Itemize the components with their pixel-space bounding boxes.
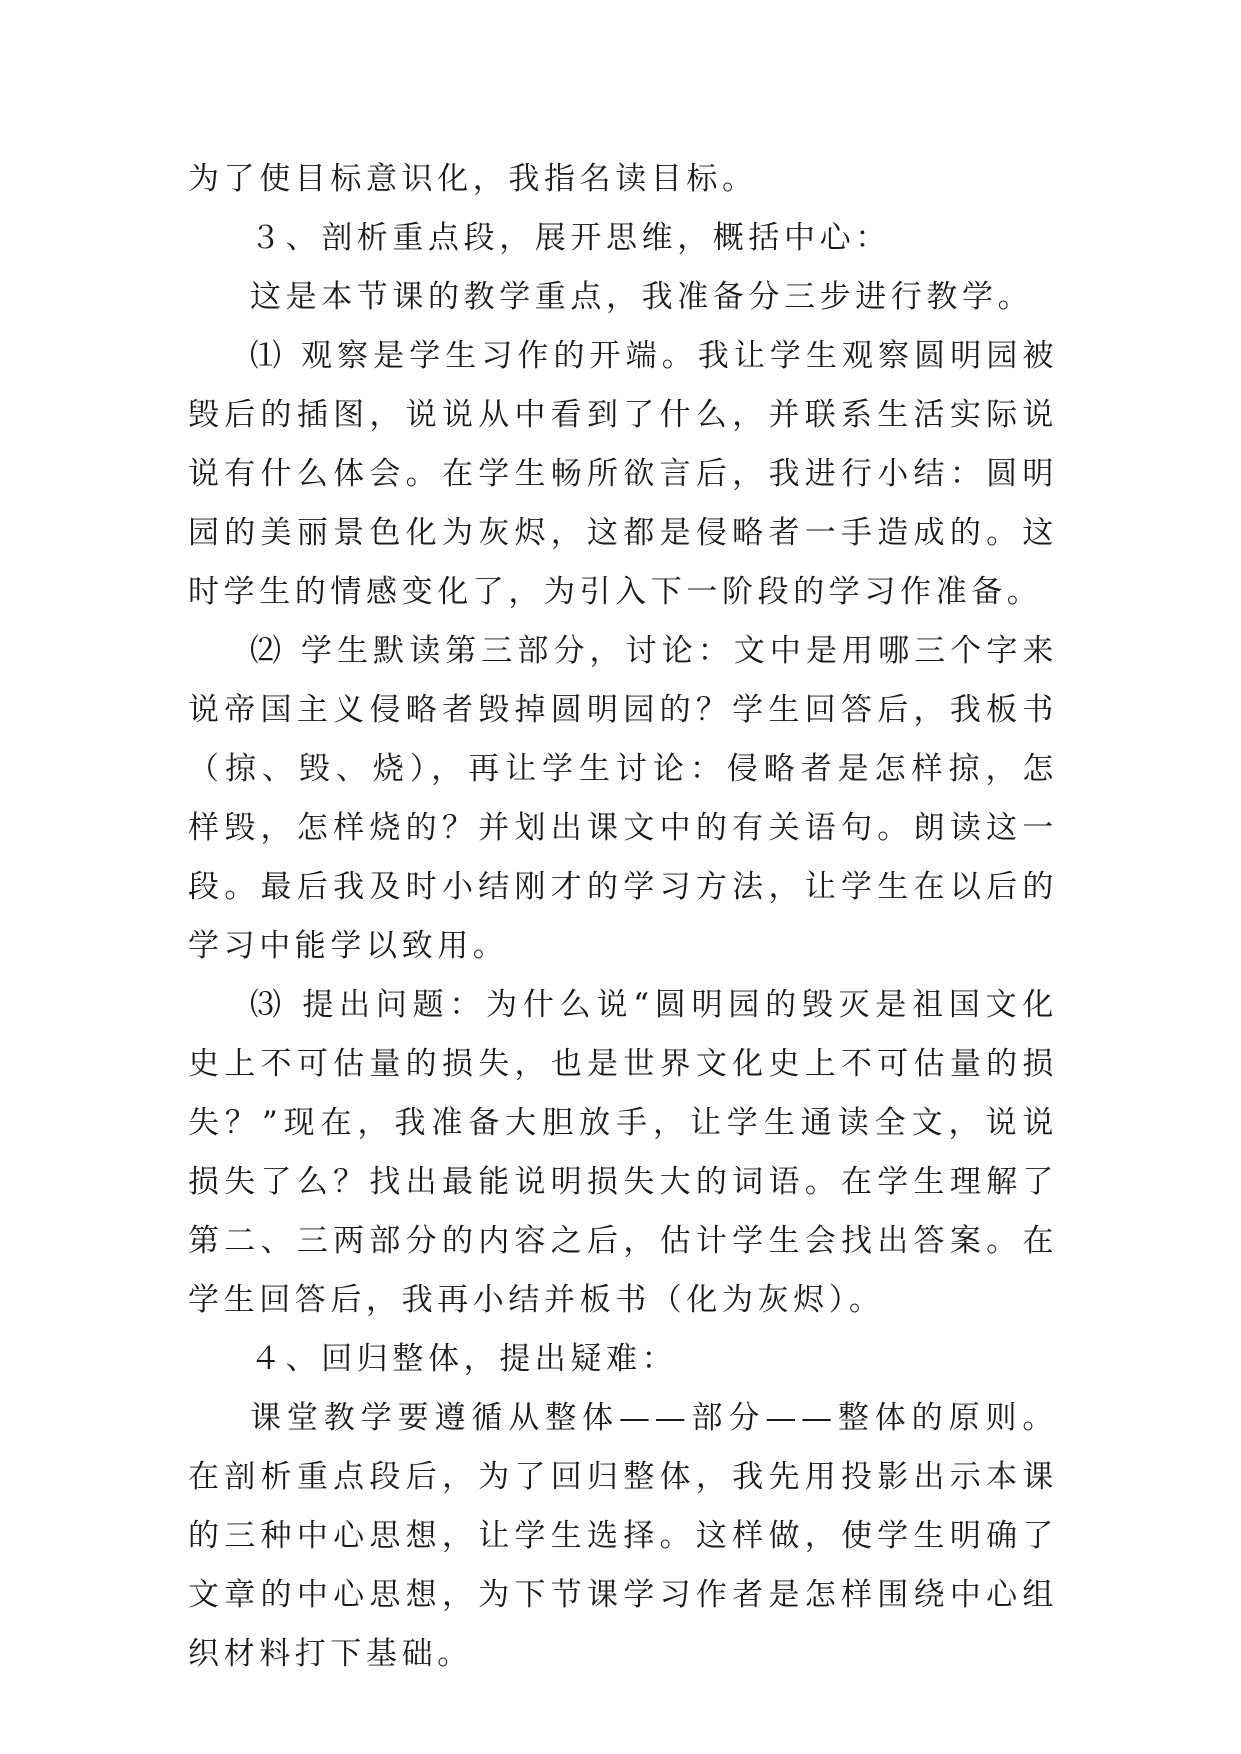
heading-step-3: ３、剖析重点段，展开思维，概括中心： [250,220,891,256]
paragraph-point-2: ⑵ 学生默读第三部分，讨论：文中是用哪三个字来说帝国主义侵略者毁掉圆明园的？学生回答后，我板书（掠、毁、烧），再让学生讨论：侵略者是怎样掠，怎样毁，怎样烧的？并划出课文中的有关语句。朗读这一段。最后我及时小结刚才的学习方法，让学生在以后的学习中能学以致用。 [188,633,1058,964]
paragraph-goal-reading: 为了使目标意识化，我指名读目标。 [188,161,758,197]
paragraph-point-3: ⑶ 提出问题：为什么说“圆明园的毁灭是祖国文化史上不可估量的损失，也是世界文化史上不可估量的损失？”现在，我准备大胆放手，让学生通读全文，说说损失了么？找出最能说明损失大的词语。在学生理解了第二、三两部分的内容之后，估计学生会找出答案。在学生回答后，我再小结并板书（化为灰烬）。 [188,987,1058,1318]
document-page [188,150,1058,1684]
paragraph-point-1: ⑴ 观察是学生习作的开端。我让学生观察圆明园被毁后的插图，说说从中看到了什么，并联系生活实际说说有什么体会。在学生畅所欲言后，我进行小结：圆明园的美丽景色化为灰烬，这都是侵略者一手造成的。这时学生的情感变化了，为引入下一阶段的学习作准备。 [188,338,1058,610]
paragraph-return-whole: 课堂教学要遵循从整体——部分——整体的原则。在剖析重点段后，为了回归整体，我先用投影出示本课的三种中心思想，让学生选择。这样做，使学生明确了文章的中心思想，为下节课学习作者是怎样围绕中心组织材料打下基础。 [188,1400,1058,1672]
paragraph-teaching-focus: 这是本节课的教学重点，我准备分三步进行教学。 [250,279,1034,315]
heading-step-4: ４、回归整体，提出疑难： [250,1341,678,1377]
